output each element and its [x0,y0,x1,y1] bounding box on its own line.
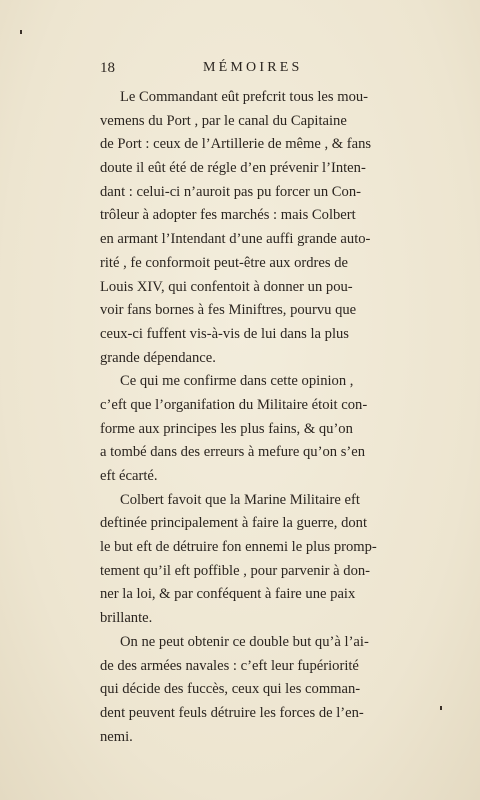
text-line: vemens du Port , par le canal du Capitaine [100,112,347,129]
text-line: qui décide des fuccès, ceux qui les comman- [100,681,361,698]
text-line: nemi. [100,728,133,745]
text-line: forme aux principes les plus fains, & qu’on [100,420,353,437]
text-line: rité , fe conformoit peut-être aux ordres de [100,254,348,271]
running-title: MÉMOIRES [203,60,303,75]
text-line: grande dépendance. [100,349,216,366]
text-line: ner la loi, & par conféquent à faire une paix [100,586,356,603]
text-line: le but eft de détruire fon ennemi le plus promp- [100,539,377,556]
text-line: eft écarté. [100,468,158,484]
text-line: Ce qui me confirme dans cette opinion , [120,373,354,390]
body-text [100,86,444,749]
text-line: brillante. [100,610,153,627]
text-line: doute il eût été de régle d’en prévenir l’Inten- [100,160,366,177]
text-line: Le Commandant eût prefcrit tous les mou- [120,89,369,105]
text-line: de des armées navales : c’eft leur fupériorité [100,657,359,674]
text-line: en armant l’Intendant d’une auffi grande auto- [100,231,371,248]
text-line: voir fans bornes à fes Miniftres, pourvu que [100,302,357,319]
page-number: 18 [100,60,115,76]
text-line: dant : celui-ci n’auroit pas pu forcer un Con- [100,183,361,200]
paragraph [100,370,444,488]
page-header [100,60,420,84]
text-line: Colbert favoit que la Marine Militaire eft [120,491,360,508]
text-line: c’eft que l’organifation du Militaire étoit con- [100,396,368,413]
text-line: ceux-ci fuffent vis-à-vis de lui dans la plus [100,325,349,342]
text-line: On ne peut obtenir ce double but qu’à l’ai- [120,633,369,650]
text-line: Louis XIV, qui confentoit à donner un pou- [100,278,353,295]
text-line: trôleur à adopter fes marchés : mais Colbert [100,207,356,224]
text-line: dent peuvent feuls détruire les forces de l’en- [100,704,364,721]
text-line: a tombé dans des erreurs à mefure qu’on s’en [100,444,366,461]
text-line: tement qu’il eft poffible , pour parvenir à don- [100,562,371,579]
paragraph [100,86,444,370]
paragraph [100,489,444,631]
ink-speck [20,30,22,34]
text-line: de Port : ceux de l’Artillerie de même , & fans [100,136,372,153]
paragraph [100,631,444,749]
text-line: deftinée principalement à faire la guerre, dont [100,515,368,532]
